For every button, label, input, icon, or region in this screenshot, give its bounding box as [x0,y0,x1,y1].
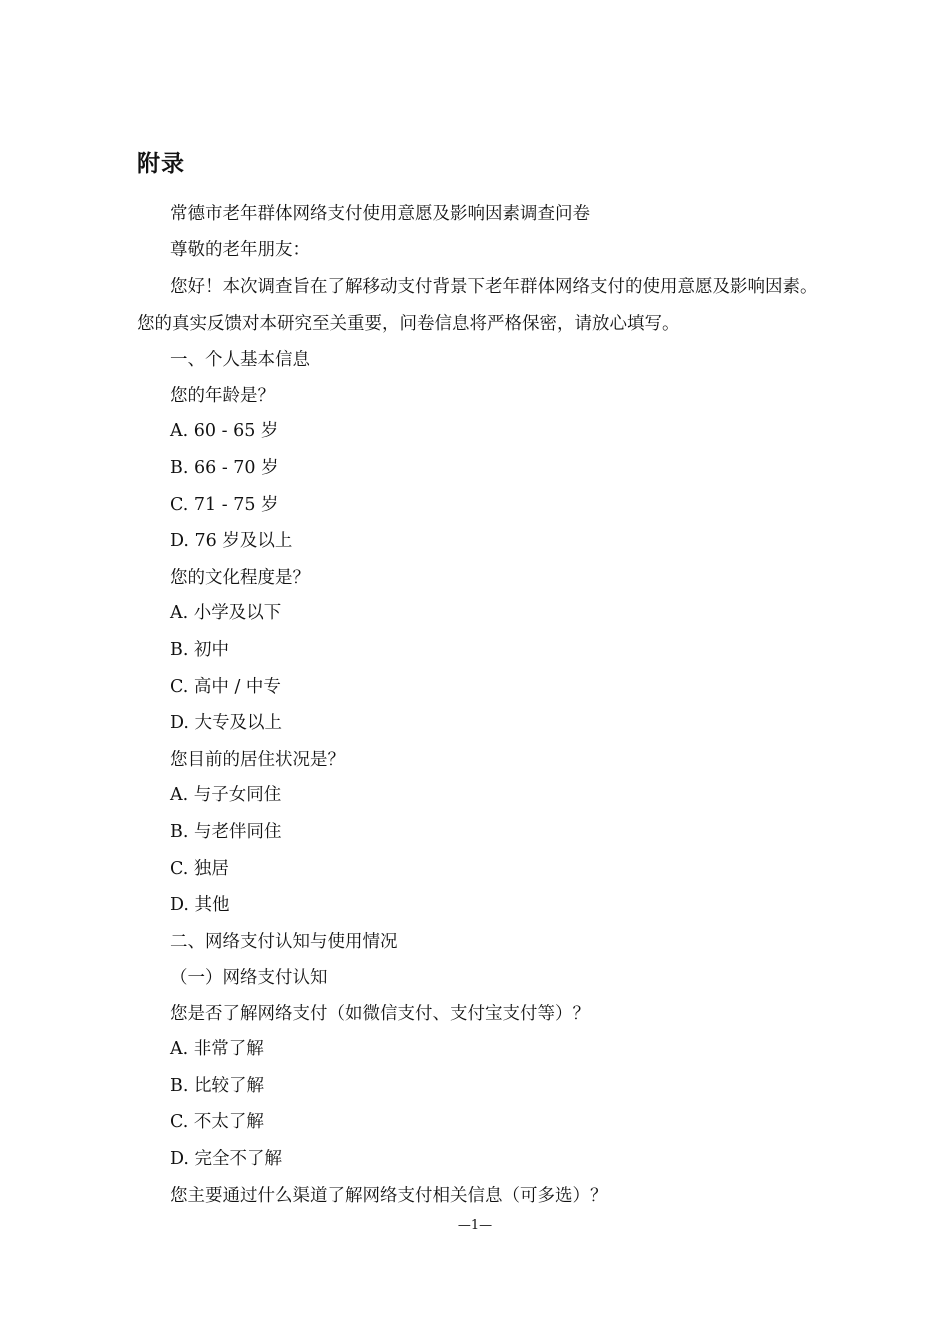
option-awareness-b: B. 比较了解 [170,1076,264,1096]
option-awareness-c: C. 不太了解 [170,1112,264,1132]
option-education-b: B. 初中 [170,640,229,660]
question-education: 您的文化程度是？ [170,568,310,588]
option-living-b: B. 与老伴同住 [170,822,282,842]
question-age: 您的年龄是？ [170,386,275,406]
question-channel: 您主要通过什么渠道了解网络支付相关信息（可多选）？ [170,1186,608,1206]
greeting: 尊敬的老年朋友： [170,240,310,260]
option-living-a: A. 与子女同住 [170,785,282,805]
question-living: 您目前的居住状况是？ [170,750,345,770]
option-age-a: A. 60 - 65 岁 [170,421,279,441]
option-living-c: C. 独居 [170,859,229,879]
page-number: —1— [457,1218,493,1233]
option-education-c: C. 高中 / 中专 [170,677,281,697]
option-education-d: D. 大专及以上 [170,713,283,733]
survey-title: 常德市老年群体网络支付使用意愿及影响因素调查问卷 [170,204,590,224]
option-education-a: A. 小学及以下 [170,603,282,623]
option-age-b: B. 66 - 70 岁 [170,458,279,478]
section-title: 一、个人基本信息 [170,350,310,370]
intro-paragraph-line-1: 您好！本次调查旨在了解移动支付背景下老年群体网络支付的使用意愿及影响因素。 [170,277,818,297]
option-awareness-d: D. 完全不了解 [170,1149,283,1169]
section-title: 二、网络支付认知与使用情况 [170,932,398,952]
option-living-d: D. 其他 [170,895,230,915]
intro-paragraph-line-2: 您的真实反馈对本研究至关重要，问卷信息将严格保密，请放心填写。 [137,314,680,334]
question-awareness: 您是否了解网络支付（如微信支付、支付宝支付等）？ [170,1004,590,1024]
option-awareness-a: A. 非常了解 [170,1039,264,1059]
appendix-heading: 附录 [137,151,185,177]
option-age-d: D. 76 岁及以上 [170,531,293,551]
option-age-c: C. 71 - 75 岁 [170,495,279,515]
subsection-title: （一）网络支付认知 [170,968,328,988]
